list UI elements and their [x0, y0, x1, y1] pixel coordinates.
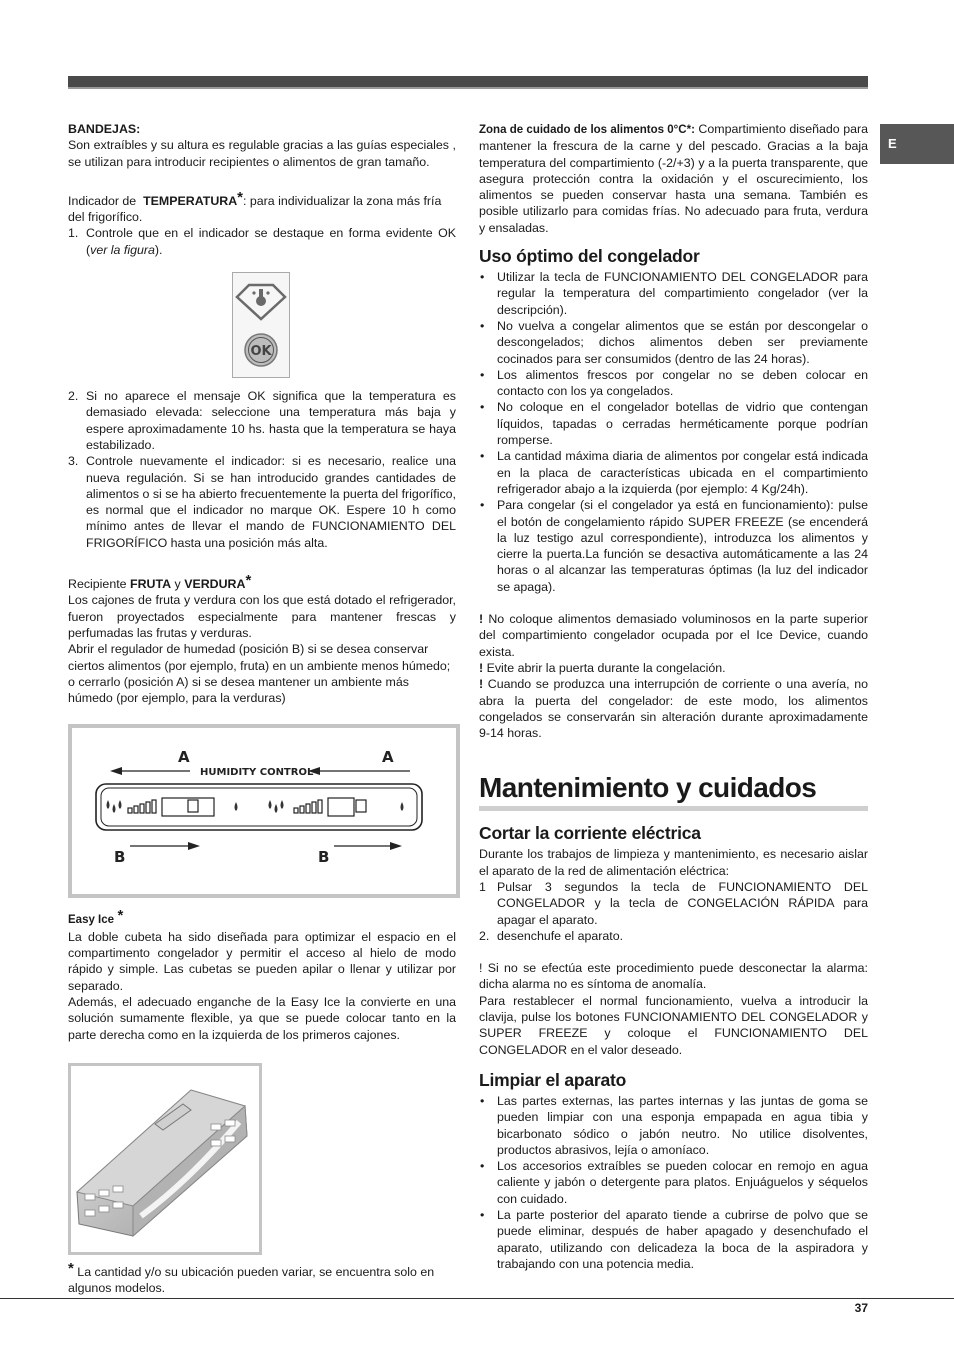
cortar-intro: Durante los trabajos de limpieza y mantenimiento, es necesario aislar el aparato de la red de alimentación eléctrica:: [479, 847, 868, 878]
cortar-steps: [479, 879, 868, 944]
bandejas-heading: BANDEJAS:: [68, 122, 141, 136]
uso-congelador-list: [479, 269, 868, 595]
list-item: 2. Si no aparece el mensaje OK significa que la temperatura es demasiado elevada: seleccione una temperatura más baja y espere aproximadamente 10 hs. hasta que la temperatura se haya estabilizado.: [68, 389, 456, 452]
list-item: • No coloque en el congelador botellas de vidrio que contengan líquidos, tapadas o cerradas herméticamente porque podrían romperse.: [479, 399, 868, 448]
zona-cuidado-text: Zona de cuidado de los alimentos 0°C*: Compartimiento diseñado para mantener la frescura de la carne y del pescado. Gracias a la baja temperatura del compartimiento (-2/+3) y a la puerta transparente, que asegura protección contra la oxidación y el oscurecimiento, los alimentos se pueden conservar hasta una semana. También es posible utilizarlo para comidas frías. No adecuado para fruta, verdura y ensaladas.: [479, 122, 868, 235]
cortar-warning: ! Si no se efectúa este procedimiento puede desconectar la alarma: dicha alarma no es síntoma de anomalía.: [479, 961, 868, 992]
list-item: • Los accesorios extraíbles se pueden colocar en remojo en agua caliente y jabón o detergente para platos. Enjuáguelos y séquelos con cuidado.: [479, 1158, 868, 1207]
list-item: 3. Controle nuevamente el indicador: si es necesario, realice una nueva regulación. Si se han introducido grandes cantidades de alimentos o si se ha abierto frecuentemente la puerta del frigorífico, es normal que el indicador no marque OK. Espere 10 h como mínimo antes de llevar el mando de FUNCIONAMIENTO DEL FRIGORÍFICO hasta una posición más alta.: [68, 454, 456, 550]
list-item: • Para congelar (si el congelador ya está en funcionamiento): pulse el botón de congelamiento rápido SUPER FREEZE (se encenderá la luz testigo azul correspondiente), introduzca los alimentos y cierre la puerta.La función se desactiva automáticamente a las 24 horas o al alcanzar las temperaturas óptimas (la luz del indicador se apaga).: [479, 497, 868, 595]
list-item: 2. desenchufe el aparato.: [479, 928, 624, 943]
right-column: [479, 121, 868, 1272]
ice-tray-illustration: [71, 1066, 259, 1252]
language-tab: [880, 124, 954, 164]
humidity-control-diagram: [72, 728, 456, 894]
ok-label: OK: [250, 344, 272, 360]
humedad-text: Abrir el regulador de humedad (posición B) si se desea conservar ciertos alimentos (por ejemplo, fruta) en un ambiente menos húmedo; o cerrarlo (posición A) si se desea mantener un ambiente más húmedo (por ejemplo, para la verduras): [68, 642, 451, 706]
list-item: 1 Pulsar 3 segundos la tecla de FUNCIONAMIENTO DEL CONGELADOR y la tecla de CONGELACIÓN RÁPIDA para apagar el aparato.: [479, 879, 868, 927]
cortar-restore: Para restablecer el normal funcionamiento, vuelva a introducir la clavija, pulse los botones FUNCIONAMIENTO DEL CONGELADOR y SUPER FREEZE y coloque el FUNCIONAMIENTO DEL CONGELADOR en el valor deseado.: [479, 993, 868, 1057]
temperature-steps-more: [68, 388, 456, 551]
easy-ice-figure: [68, 1063, 262, 1255]
page-number: 37: [854, 1301, 868, 1315]
uso-congelador-heading: Uso óptimo del congelador: [479, 246, 700, 267]
mantenimiento-heading: Mantenimiento y cuidados: [479, 771, 868, 811]
top-rule: [68, 76, 868, 89]
bandejas-text: Son extraíbles y su altura es regulable gracias a las guías especiales , se utilizan para introducir recipientes o alimentos de gran tamaño.: [68, 138, 456, 169]
cortar-corriente-heading: Cortar la corriente eléctrica: [479, 823, 701, 844]
temperature-indicator-figure: [232, 272, 290, 378]
label-b-left: B: [114, 848, 126, 867]
fruta-verdura-heading: Recipiente FRUTA y VERDURA*: [68, 572, 252, 592]
list-item: • La parte posterior del aparato tiende a cubrirse de polvo que se puede eliminar, después de haber apagado y desenchufado el aparato, utilizando con delicadeza la boca de la aspiradora y trabajando con una potencia media.: [479, 1207, 868, 1272]
list-item: 1. Controle que en el indicador se destaque en forma evidente OK (ver la figura).: [68, 226, 456, 257]
list-item: • Las partes externas, las partes internas y las juntas de goma se pueden limpiar con una esponja empapada en agua tibia y bicarbonato sódico o jabón neutro. No utilice disolventes, productos abrasivos, lejía o amoníaco.: [479, 1093, 868, 1158]
easyice-text-1: La doble cubeta ha sido diseñada para optimizar el espacio en el compartimento congelador y permitir el acceso al hielo de modo rápido y simple. Las cubetas se pueden apilar o llenar y utilizar por separado.: [68, 929, 456, 993]
easyice-heading: Easy Ice *: [68, 907, 124, 927]
left-column: [68, 121, 456, 1296]
warning-2: ! Evite abrir la puerta durante la congelación.: [479, 660, 726, 675]
list-item: • Utilizar la tecla de FUNCIONAMIENTO DEL CONGELADOR para regular la temperatura del compartimiento congelador (ver la descripción).: [479, 269, 868, 318]
easyice-text-2: Además, el adecuado enganche de la Easy Ice la convierte en una solución sumamente flexible, ya que se puede colocar tanto en la parte derecha como en la izquierda de los primeros cajones.: [68, 994, 456, 1042]
temperature-indicator-intro: Indicador de TEMPERATURA*: para individualizar la zona más fría del frigorífico.: [68, 188, 442, 225]
temperature-label: TEMPERATURA: [143, 193, 238, 208]
humidity-control-label: HUMIDITY CONTROL: [200, 767, 314, 779]
label-a-right: A: [382, 748, 394, 767]
list-item: • La cantidad máxima diaria de alimentos por congelar está indicada en la placa de características ubicada en el compartimiento refrigerador abajo a la izquierda (por ejemplo: 4 Kg/24h).: [479, 448, 868, 497]
thermo-indicator-icon: [233, 273, 289, 377]
limpiar-list: [479, 1093, 868, 1272]
fruta-verdura-text: Los cajones de fruta y verdura con los que está dotado el refrigerador, fueron proyectados especialmente para mantener frescas y perfumadas las frutas y verduras.: [68, 593, 456, 640]
warning-1: ! No coloque alimentos demasiado voluminosos en la parte superior del compartimiento congelador ocupada por el Ice Device, cuando exista.: [479, 612, 868, 659]
bottom-rule: [0, 1298, 954, 1299]
limpiar-heading: Limpiar el aparato: [479, 1069, 627, 1090]
warning-3: ! Cuando se produzca una interrupción de corriente o una avería, no abra la puerta del congelador: de este modo, los alimentos congelados se conservarán sin alteración durante aproximadamente 9-14 horas.: [479, 677, 868, 741]
label-a-left: A: [178, 748, 190, 767]
footnote: * La cantidad y/o su ubicación pueden variar, se encuentra solo en algunos modelos.: [68, 1259, 435, 1296]
language-tab-label: E: [888, 136, 897, 151]
temperature-steps: [68, 225, 456, 258]
list-item: • No vuelva a congelar alimentos que se están por descongelar o descongelados; dichos alimentos deben ser previamente cocinados para ser consumidos (dentro de las 24 horas).: [479, 318, 868, 367]
label-b-right: B: [318, 848, 330, 867]
list-item: • Los alimentos frescos por congelar no se deben colocar en contacto con los ya congelados.: [479, 367, 868, 400]
humidity-control-figure: [68, 724, 460, 898]
